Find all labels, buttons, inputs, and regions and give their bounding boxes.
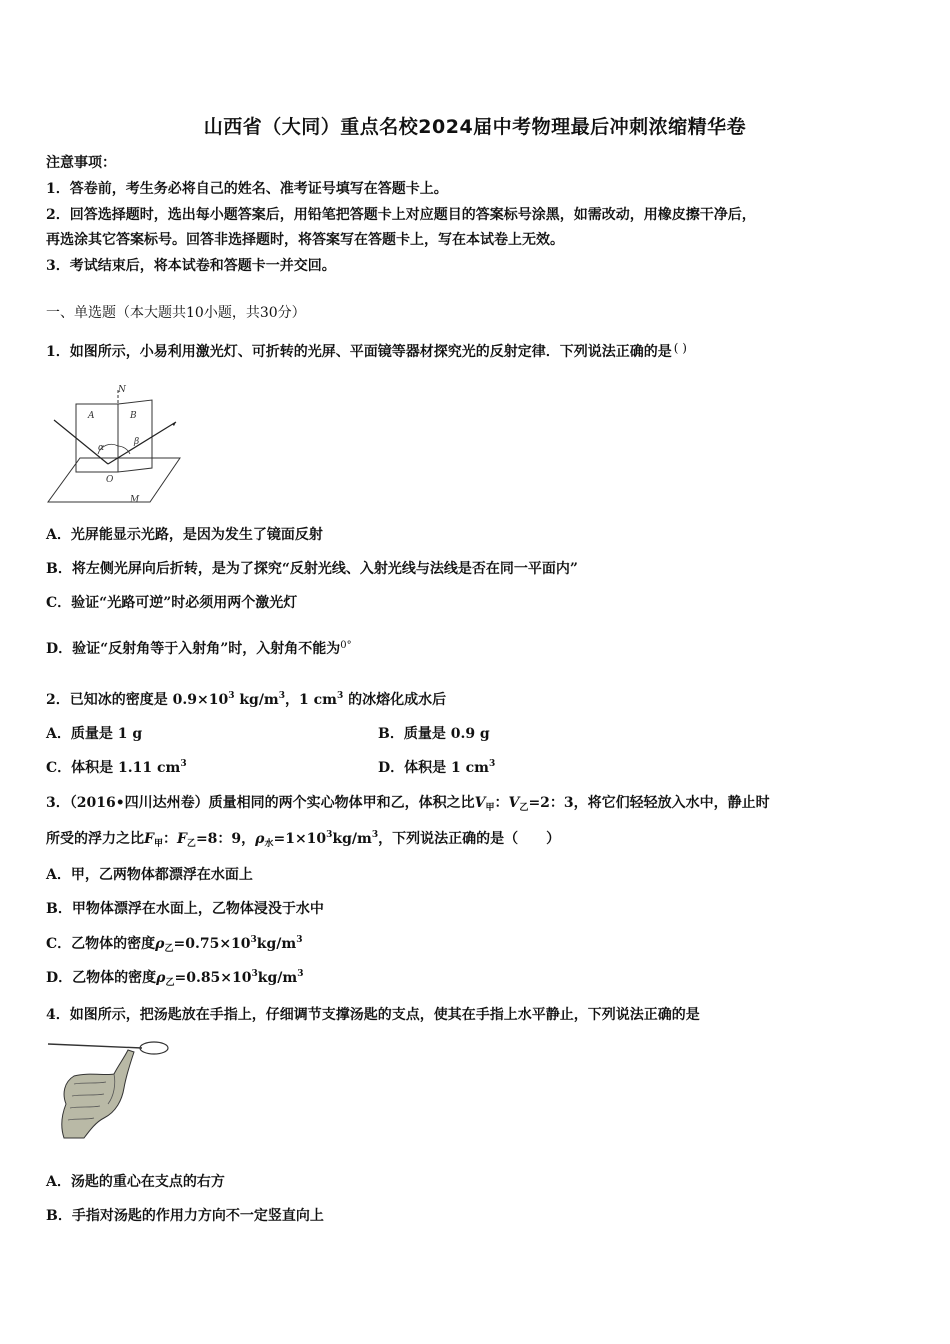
notes-heading: 注意事项： <box>46 155 116 171</box>
q1-answer-paren: ( ) <box>673 341 687 355</box>
q3-option-b: B．甲物体漂浮在水面上，乙物体浸没于水中 <box>46 901 324 917</box>
q1-label-beta: β <box>134 437 140 447</box>
q4-option-a: A．汤匙的重心在支点的右方 <box>46 1174 225 1190</box>
q1-option-b: B．将左侧光屏向后折转，是为了探究“反射光线、入射光线与法线是否在同一平面内” <box>46 561 578 577</box>
q3-stem-line2: 所受的浮力之比$F_甲$：$F_乙=8$：9，$\rho_水=1\times 10^3kg/m^3$，下列说法正确的是（ ） <box>46 830 561 849</box>
q1-label-n: N <box>118 385 126 395</box>
q2-option-d: D．体积是 1 $cm^3$ <box>378 759 496 776</box>
q4-stem: 4．如图所示，把汤匙放在手指上，仔细调节支撑汤匙的支点，使其在手指上水平静止，下列说法正确的是 <box>46 1007 700 1023</box>
q3-option-c: C．乙物体的密度$\rho_乙=0.75\times 10^3kg/m^3$ <box>46 935 303 954</box>
q1-label-b: B <box>130 411 137 421</box>
q1-label-o: O <box>106 475 114 485</box>
q2-option-a: A．质量是 1 g <box>46 726 143 742</box>
q1-option-a: A．光屏能显示光路，是因为发生了镜面反射 <box>46 527 323 543</box>
q1-option-c: C．验证“光路可逆”时必须用两个激光灯 <box>46 595 298 611</box>
q4-spoon-on-finger-figure <box>44 1034 174 1144</box>
q2-option-b: B．质量是 0.9 g <box>378 726 490 742</box>
page-title: 山西省（大同）重点名校2024届中考物理最后冲刺浓缩精华卷 <box>203 116 747 138</box>
q3-stem-line1: 3．（2016•四川达州卷）质量相同的两个实心物体甲和乙，体积之比$V_甲$：$V_乙=2$：3，将它们轻轻放入水中，静止时 <box>46 795 770 813</box>
section-heading: 一、单选题（本大题共10小题，共30分） <box>46 305 306 321</box>
q3-option-d: D．乙物体的密度$\rho_乙=0.85\times 10^3kg/m^3$ <box>46 969 304 988</box>
note-item: 3．考试结束后，将本试卷和答题卡一并交回。 <box>46 258 336 274</box>
q1-label-a: A <box>88 411 95 421</box>
q3-option-a: A．甲，乙两物体都漂浮在水面上 <box>46 867 253 883</box>
q4-option-b: B．手指对汤匙的作用力方向不一定竖直向上 <box>46 1208 324 1224</box>
note-item: 再选涂其它答案标号。回答非选择题时，将答案写在答题卡上，写在本试卷上无效。 <box>46 232 564 248</box>
note-item: 1．答卷前，考生务必将自己的姓名、准考证号填写在答题卡上。 <box>46 181 448 197</box>
note-item: 2．回答选择题时，选出每小题答案后，用铅笔把答题卡上对应题目的答案标号涂黑，如需改动，用橡皮擦干净后， <box>46 207 756 223</box>
q1-reflection-figure <box>44 384 194 508</box>
q1-option-d-tail: 0° <box>340 640 352 651</box>
q2-option-c: C．体积是 1.11 $cm^3$ <box>46 759 187 776</box>
q1-label-m: M <box>130 495 140 505</box>
q1-stem-text: 1．如图所示，小易利用激光灯、可折转的光屏、平面镜等器材探究光的反射定律．下列说法正确的是 <box>46 344 672 360</box>
q1-option-d <box>46 638 352 658</box>
q1-stem <box>46 341 685 361</box>
q1-option-d-text: D．验证“反射角等于入射角”时，入射角不能为 <box>46 641 341 657</box>
q2-stem: 2．已知冰的密度是 $0.9\times 10^3$ $kg/m^3$，1 $cm^3$ 的冰熔化成水后 <box>46 691 447 708</box>
q1-label-alpha: α <box>98 443 105 453</box>
